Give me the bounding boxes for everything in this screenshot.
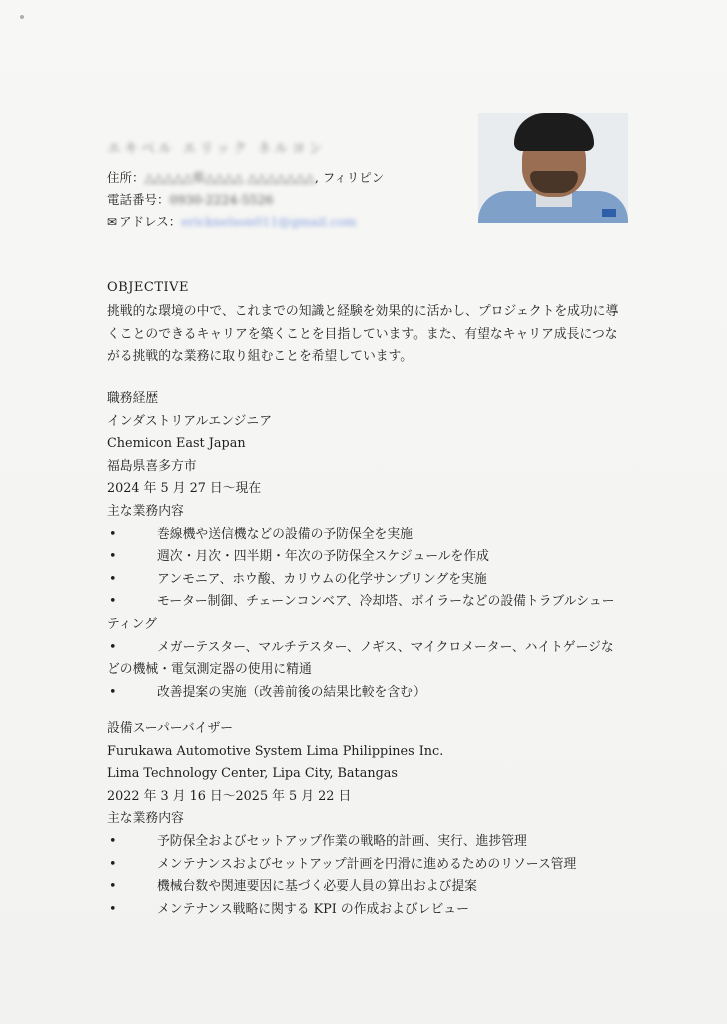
- photo-hair: [514, 113, 594, 151]
- duty-item: [107, 682, 614, 705]
- job-period: 2024 年 5 月 27 日～現在: [107, 481, 262, 497]
- phone-label: 電話番号：: [107, 192, 170, 207]
- duty-text: 改善提案の実施（改善前後の結果比較を含む）: [157, 684, 426, 700]
- duty-item: [107, 546, 614, 569]
- job-period: 2022 年 3 月 16 日～2025 年 5 月 22 日: [107, 788, 352, 804]
- job-position: 設備スーパーバイザー: [107, 721, 234, 736]
- email-value[interactable]: ericknelson011@gmail.com: [181, 214, 357, 229]
- duty-text-continued: どの機械・電気測定器の使用に精通: [107, 662, 312, 678]
- mail-icon: ✉: [107, 215, 118, 229]
- duty-text: 予防保全およびセットアップ作業の戦略的計画、実行、進捗管理: [157, 833, 527, 849]
- bullet-dot: •: [109, 571, 117, 587]
- photo-badge: [602, 209, 616, 217]
- email-line: [107, 212, 357, 232]
- job-company: Furukawa Automotive System Lima Philippines Inc.: [107, 743, 444, 759]
- duty-text: メンテナンスおよびセットアップ計画を円滑に進めるためのリソース管理: [157, 856, 577, 872]
- profile-photo: [478, 113, 628, 223]
- duties-title: 主な業務内容: [107, 811, 184, 827]
- email-label: アドレス：: [119, 214, 182, 229]
- duty-text: 巻線機や送信機などの設備の予防保全を実施: [157, 526, 413, 542]
- job-location: 福島県喜多方市: [107, 458, 197, 474]
- address-country: フィリピン: [322, 170, 385, 185]
- phone-line: [107, 190, 273, 210]
- address-value: △△△△△県△△△△ △△△△△△△: [144, 170, 315, 185]
- duty-item: [107, 899, 576, 922]
- objective-body: [107, 301, 627, 369]
- duty-text: メガーテスター、マルチテスター、ノギス、マイクロメーター、ハイトゲージな: [157, 639, 614, 655]
- bullet-dot: •: [109, 856, 117, 872]
- job-position: インダストリアルエンジニア: [107, 413, 273, 429]
- bullet-dot: •: [109, 639, 117, 655]
- duty-item: [107, 569, 614, 592]
- job-company: Chemicon East Japan: [107, 436, 246, 452]
- job-2: [107, 718, 576, 921]
- objective-line: がる挑戦的な業務に取り組むことを希望しています。: [107, 349, 414, 364]
- duty-item: [107, 831, 576, 854]
- photo-beard: [530, 171, 578, 193]
- phone-value: 0930-2224-5526: [169, 192, 274, 207]
- duties-title: 主な業務内容: [107, 503, 184, 519]
- duty-item: [107, 591, 614, 614]
- duty-item: [107, 637, 614, 660]
- duty-text: モーター制御、チェーンコンベア、冷却塔、ボイラーなどの設備トラブルシュー: [157, 594, 615, 610]
- duty-text: 機械台数や関連要因に基づく必要人員の算出および提案: [157, 879, 477, 895]
- bullet-dot: •: [109, 833, 117, 849]
- applicant-name-text: エキベル エリック ネルヨン: [107, 141, 326, 157]
- address-label: 住所：: [107, 170, 145, 185]
- job-location: Lima Technology Center, Lipa City, Batangas: [107, 766, 398, 782]
- duty-text-continued: ティング: [107, 616, 157, 632]
- job-1: [107, 388, 614, 704]
- bullet-dot: •: [109, 684, 117, 700]
- bullet-dot: •: [109, 526, 117, 542]
- bullet-dot: •: [109, 879, 117, 895]
- work-history-title: 職務経歴: [107, 391, 159, 406]
- duty-item: [107, 524, 614, 547]
- objective-title: OBJECTIVE: [107, 280, 190, 295]
- scan-speck: [20, 15, 24, 19]
- duty-text: アンモニア、ホウ酸、カリウムの化学サンプリングを実施: [157, 571, 487, 587]
- bullet-dot: •: [109, 549, 117, 565]
- applicant-name: [107, 138, 325, 158]
- objective-line: 挑戦的な環境の中で、これまでの知識と経験を効果的に活かし、プロジェクトを成功に導: [107, 304, 619, 319]
- duty-item: [107, 854, 576, 877]
- objective-line: くことのできるキャリアを築くことを目指しています。また、有望なキャリア成長につな: [107, 326, 618, 342]
- bullet-dot: •: [109, 594, 117, 610]
- duty-text: メンテナンス戦略に関する KPI の作成およびレビュー: [157, 901, 469, 917]
- duty-text: 週次・月次・四半期・年次の予防保全スケジュールを作成: [157, 549, 489, 565]
- address-line: 住所：△△△△△県△△△△ △△△△△△△, フィリピン: [107, 168, 384, 188]
- duty-item: [107, 876, 576, 899]
- bullet-dot: •: [109, 901, 117, 917]
